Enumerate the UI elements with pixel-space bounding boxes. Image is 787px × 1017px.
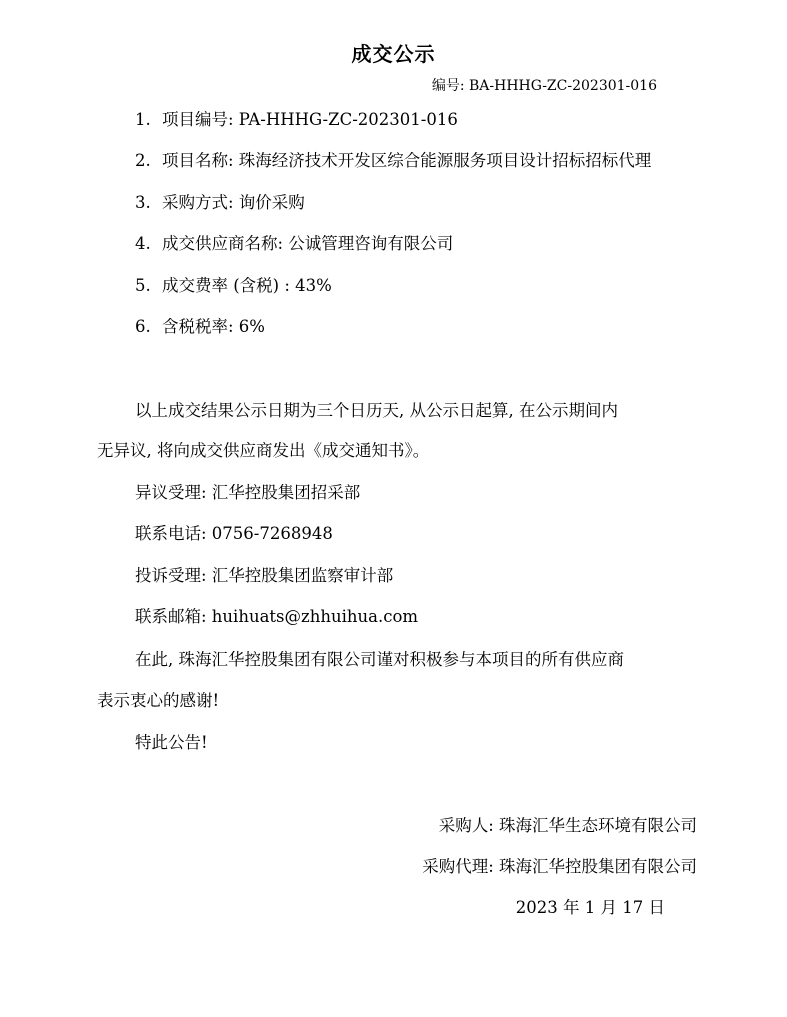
thanks-text-line2: 表示衷心的感谢! (97, 691, 220, 710)
document-number: 编号: BA-HHHG-ZC-202301-016 (431, 78, 657, 94)
list-item (135, 147, 651, 171)
item-text: 含税税率: 6% (162, 317, 265, 336)
item-number: 5. (135, 276, 151, 295)
item-number: 4. (135, 234, 151, 253)
list-item (135, 313, 265, 337)
document-date: 2023 年 1 月 17 日 (515, 898, 665, 917)
objection-contact: 异议受理: 汇华控股集团招采部 (135, 483, 361, 502)
item-number: 6. (135, 317, 151, 336)
list-item (135, 189, 305, 213)
purchaser-signature: 采购人: 珠海汇华生态环境有限公司 (438, 816, 697, 835)
item-text: 项目名称: 珠海经济技术开发区综合能源服务项目设计招标招标代理 (162, 151, 652, 170)
thanks-text-line1: 在此, 珠海汇华控股集团有限公司谨对积极参与本项目的所有供应商 (135, 650, 624, 669)
list-item (135, 106, 458, 130)
closing-text: 特此公告! (135, 733, 208, 752)
item-number: 1. (135, 110, 151, 129)
item-number: 2. (135, 151, 151, 170)
agent-signature: 采购代理: 珠海汇华控股集团有限公司 (422, 857, 697, 876)
item-text: 项目编号: PA-HHHG-ZC-202301-016 (162, 110, 458, 129)
phone-contact: 联系电话: 0756-7268948 (135, 524, 333, 543)
notice-text-line1: 以上成交结果公示日期为三个日历天, 从公示日起算, 在公示期间内 (135, 401, 618, 420)
list-item (135, 230, 453, 254)
email-contact: 联系邮箱: huihuats@zhhuihua.com (135, 607, 419, 626)
item-text: 成交供应商名称: 公诚管理咨询有限公司 (162, 234, 454, 253)
item-number: 3. (135, 193, 151, 212)
list-item (135, 272, 332, 296)
complaint-contact: 投诉受理: 汇华控股集团监察审计部 (135, 566, 394, 585)
page-title: 成交公示 (351, 42, 436, 66)
notice-text-line2: 无异议, 将向成交供应商发出《成交通知书》。 (97, 441, 430, 460)
item-text: 成交费率 (含税) : 43% (162, 276, 332, 295)
item-text: 采购方式: 询价采购 (162, 193, 305, 212)
